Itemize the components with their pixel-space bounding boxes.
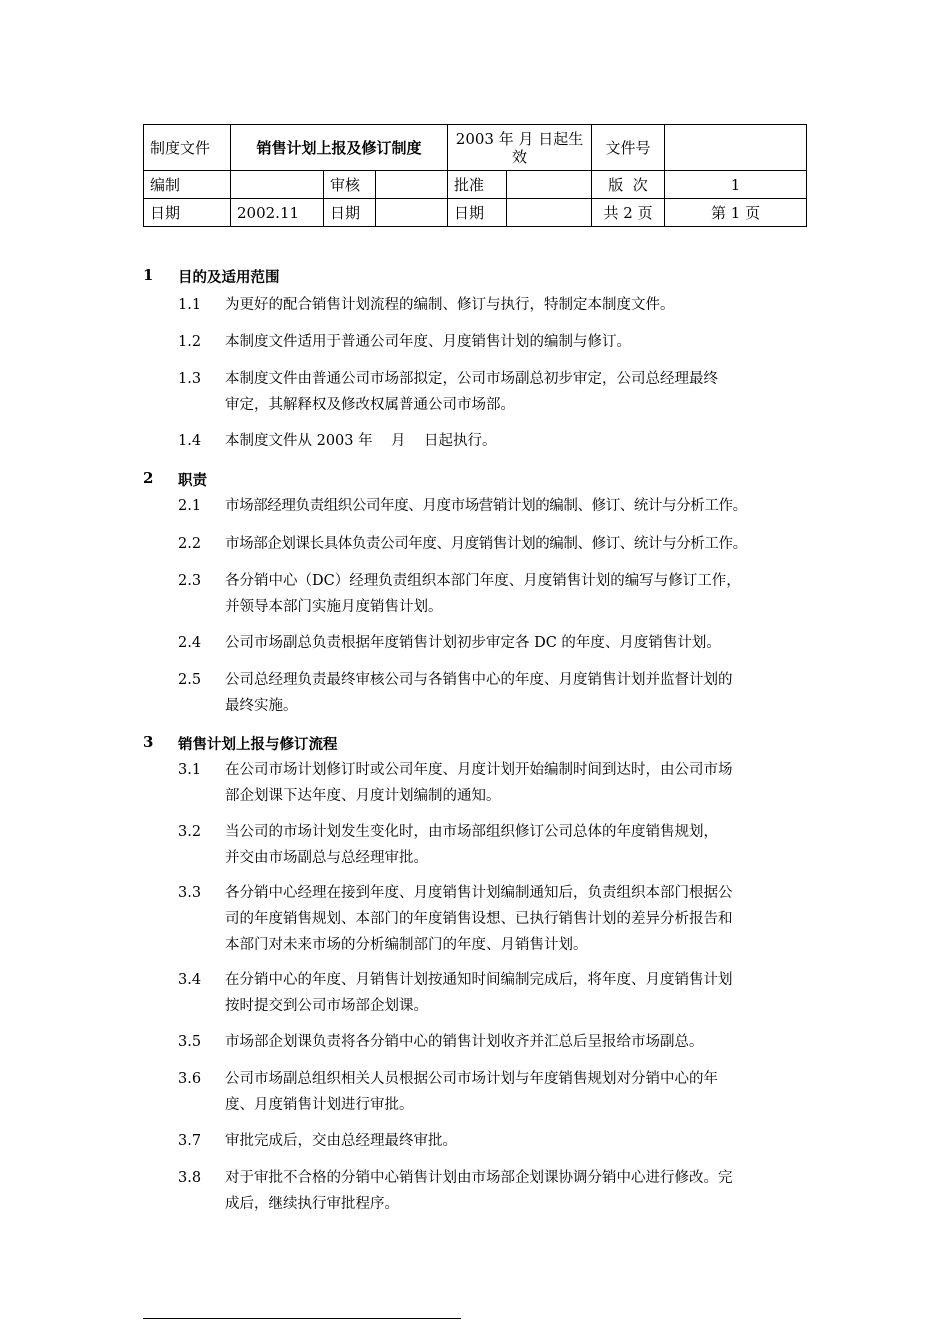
section-title: 职责 bbox=[178, 473, 207, 489]
clause-text: 本制度文件从 2003 年 月 日起执行。 bbox=[225, 433, 497, 449]
footnote-separator bbox=[143, 1318, 461, 1319]
section-number: 3 bbox=[143, 733, 154, 751]
compile-value-cell bbox=[231, 171, 324, 199]
clause-text: 公司总经理负责最终审核公司与各销售中心的年度、月度销售计划并监督计划的 最终实施。 bbox=[225, 672, 733, 714]
clause-text: 在公司市场计划修订时或公司年度、月度计划开始编制时间到达时，由公司市场 部企划课下达年度、月度计划编制的通知。 bbox=[225, 762, 733, 804]
page-number-cell: 第 1 页 bbox=[665, 199, 807, 227]
section-number: 2 bbox=[143, 469, 154, 487]
clause-number: 3.5 bbox=[178, 1034, 202, 1050]
date-value-cell-2 bbox=[376, 199, 448, 227]
clause-number: 2.4 bbox=[178, 635, 202, 651]
clause-text: 在分销中心的年度、月销售计划按通知时间编制完成后，将年度、月度销售计划 按时提交到公司市场部企划课。 bbox=[225, 972, 733, 1014]
effective-date-cell: 2003 年 月 日起生效 bbox=[448, 125, 592, 171]
clause-text: 本制度文件由普通公司市场部拟定，公司市场副总初步审定，公司总经理最终 审定，其解释权及修改权属普通公司市场部。 bbox=[225, 371, 718, 413]
doc-no-value-cell bbox=[665, 125, 807, 171]
date-value-cell-1: 2002.11 bbox=[231, 199, 324, 227]
document-header-table bbox=[143, 124, 807, 227]
clause-text: 市场部经理负责组织公司年度、月度市场营销计划的编制、修订、统计与分析工作。 bbox=[225, 498, 747, 514]
date-label-cell-1: 日期 bbox=[144, 199, 231, 227]
clause-number: 2.3 bbox=[178, 573, 202, 589]
header-row-signoff bbox=[144, 171, 807, 199]
section-title: 销售计划上报与修订流程 bbox=[178, 737, 338, 753]
clause-number: 3.1 bbox=[178, 762, 202, 778]
date-value-cell-3 bbox=[507, 199, 592, 227]
clause-number: 1.4 bbox=[178, 433, 202, 449]
clause-number: 1.1 bbox=[178, 297, 202, 313]
clause-number: 3.4 bbox=[178, 972, 202, 988]
section-title: 目的及适用范围 bbox=[178, 270, 280, 286]
clause-number: 3.6 bbox=[178, 1071, 202, 1087]
review-label-cell: 审核 bbox=[324, 171, 376, 199]
doc-type-cell: 制度文件 bbox=[144, 125, 231, 171]
clause-number: 2.2 bbox=[178, 536, 202, 552]
date-label-cell-3: 日期 bbox=[448, 199, 507, 227]
clause-number: 1.2 bbox=[178, 334, 202, 350]
clause-number: 3.3 bbox=[178, 885, 202, 901]
approve-value-cell bbox=[507, 171, 592, 199]
clause-number: 3.2 bbox=[178, 824, 202, 840]
clause-text: 市场部企划课长具体负责公司年度、月度销售计划的编制、修订、统计与分析工作。 bbox=[225, 536, 747, 552]
section-number: 1 bbox=[143, 266, 154, 284]
clause-text: 各分销中心经理在接到年度、月度销售计划编制通知后，负责组织本部门根据公 司的年度销售规划、本部门的年度销售设想、已执行销售计划的差异分析报告和 本部门对未来市场的分析编制部门的年度、月销售计划。 bbox=[225, 885, 733, 953]
header-row-dates bbox=[144, 199, 807, 227]
clause-number: 3.8 bbox=[178, 1170, 202, 1186]
clause-text: 公司市场副总组织相关人员根据公司市场计划与年度销售规划对分销中心的年 度、月度销售计划进行审批。 bbox=[225, 1071, 718, 1113]
doc-title-cell: 销售计划上报及修订制度 bbox=[231, 125, 448, 171]
clause-text: 市场部企划课负责将各分销中心的销售计划收齐并汇总后呈报给市场副总。 bbox=[225, 1034, 704, 1050]
clause-text: 对于审批不合格的分销中心销售计划由市场部企划课协调分销中心进行修改。完 成后，继续执行审批程序。 bbox=[225, 1170, 733, 1212]
clause-text: 当公司的市场计划发生变化时，由市场部组织修订公司总体的年度销售规划， 并交由市场副总与总经理审批。 bbox=[225, 824, 718, 866]
total-pages-cell: 共 2 页 bbox=[592, 199, 665, 227]
clause-text: 为更好的配合销售计划流程的编制、修订与执行，特制定本制度文件。 bbox=[225, 297, 675, 313]
compile-label-cell: 编制 bbox=[144, 171, 231, 199]
review-value-cell bbox=[376, 171, 448, 199]
clause-number: 1.3 bbox=[178, 371, 202, 387]
version-value-cell: 1 bbox=[665, 171, 807, 199]
clause-text: 审批完成后，交由总经理最终审批。 bbox=[225, 1133, 457, 1149]
doc-no-label-cell: 文件号 bbox=[592, 125, 665, 171]
clause-number: 2.1 bbox=[178, 498, 202, 514]
date-label-cell-2: 日期 bbox=[324, 199, 376, 227]
clause-text: 公司市场副总负责根据年度销售计划初步审定各 DC 的年度、月度销售计划。 bbox=[225, 635, 721, 651]
version-label-cell: 版 次 bbox=[592, 171, 665, 199]
clause-number: 3.7 bbox=[178, 1133, 202, 1149]
header-row-title bbox=[144, 125, 807, 171]
clause-text: 各分销中心（DC）经理负责组织本部门年度、月度销售计划的编写与修订工作， 并领导本部门实施月度销售计划。 bbox=[225, 573, 741, 615]
clause-text: 本制度文件适用于普通公司年度、月度销售计划的编制与修订。 bbox=[225, 334, 631, 350]
clause-number: 2.5 bbox=[178, 672, 202, 688]
approve-label-cell: 批准 bbox=[448, 171, 507, 199]
